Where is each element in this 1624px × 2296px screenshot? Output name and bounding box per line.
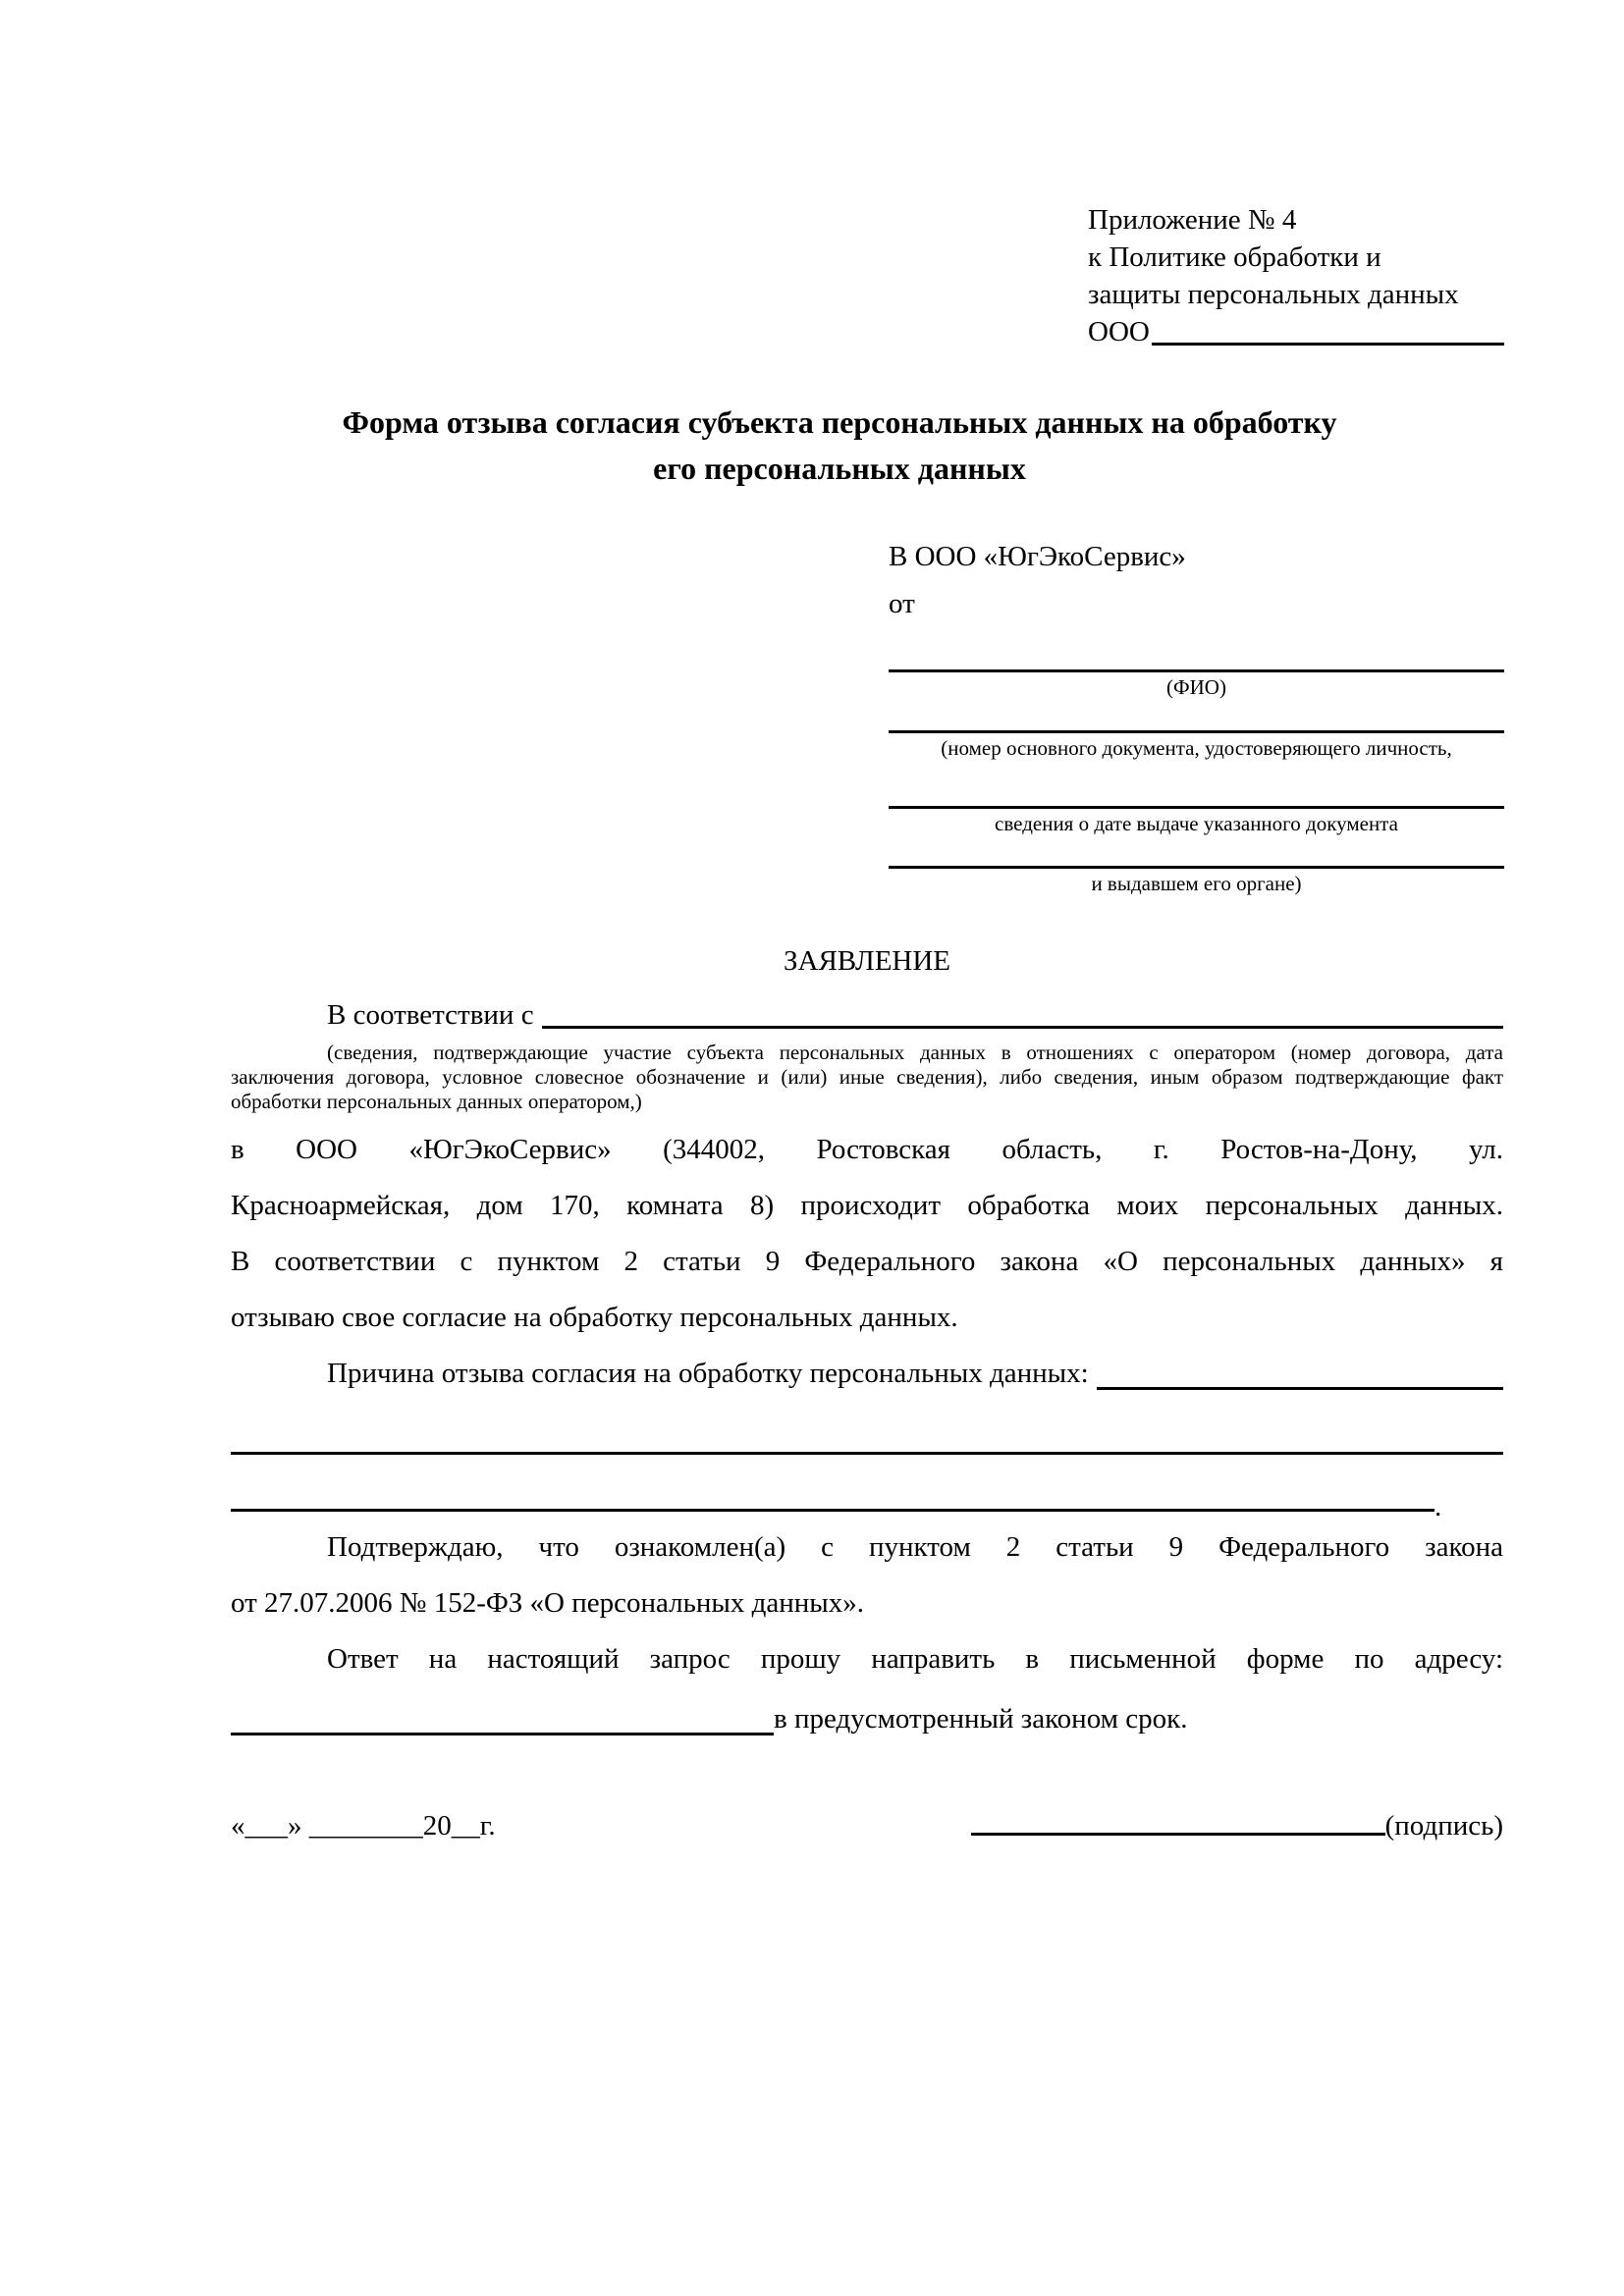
intro-blank-line — [542, 995, 1503, 1029]
fine-print-line-3: обработки персональных данных оператором,) — [231, 1090, 642, 1113]
addressee-company: В ООО «ЮгЭкоСервис» — [889, 541, 1186, 572]
reason-label: Причина отзыва согласия на обработку персональных данных: — [327, 1358, 1089, 1389]
body-paragraph — [231, 1122, 1503, 1346]
address-blank-line — [231, 1691, 774, 1735]
doc-number-caption: (номер основного документа, удостоверяющего личность, — [941, 736, 1452, 760]
issue-date-blank-line — [889, 806, 1504, 809]
company-name-blank-line — [1152, 343, 1504, 346]
signature-caption: (подпись) — [1384, 1810, 1503, 1842]
statement-heading: ЗАЯВЛЕНИЕ — [783, 945, 951, 977]
body-line-1: в ООО «ЮгЭкоСервис» (344002, Ростовская область, г. Ростов-на-Дону, ул. — [231, 1134, 1503, 1165]
appendix-header — [1088, 201, 1504, 350]
company-name-row — [1088, 313, 1504, 350]
body-line-3: В соответствии с пунктом 2 статьи 9 Федерального закона «О персональных данных» я — [231, 1246, 1503, 1277]
intro-prefix: В соответствии с — [327, 999, 534, 1031]
appendix-line-3: защиты персональных данных — [1088, 279, 1459, 310]
date-signature-row — [231, 1806, 1503, 1845]
reason-row — [231, 1346, 1503, 1402]
confirmation-paragraph — [231, 1520, 1503, 1631]
reply-address-row — [231, 1691, 1503, 1747]
date-placeholder: «___» ________20__г. — [231, 1810, 496, 1842]
confirmation-line-2: от 27.07.2006 № 152-ФЗ «О персональных данных». — [231, 1587, 865, 1619]
fine-print-note — [231, 1041, 1503, 1114]
addressee-block — [889, 538, 1504, 896]
reply-suffix: в предусмотренный законом срок. — [774, 1703, 1188, 1735]
issue-date-caption: сведения о дате выдаче указанного документа — [995, 812, 1398, 835]
document-title-line-2: его персональных данных — [653, 451, 1026, 486]
issuing-authority-blank-line — [889, 866, 1504, 869]
fine-print-line-1: (сведения, подтверждающие участие субъекта персональных данных в отношениях с оператором (номер договора, дата — [327, 1041, 1503, 1064]
reason-blank-line-2 — [231, 1452, 1503, 1455]
reason-blank-line-1 — [1097, 1346, 1503, 1390]
issuing-authority-caption: и выдавшем его органе) — [1091, 872, 1302, 895]
document-title — [177, 400, 1502, 492]
signature-group — [971, 1806, 1503, 1845]
from-label: от — [889, 588, 915, 619]
body-line-4: отзываю свое согласие на обработку персональных данных. — [231, 1302, 958, 1333]
fio-caption: (ФИО) — [1166, 675, 1226, 699]
reason-blank-line-3-row — [231, 1491, 1503, 1522]
intro-row — [231, 995, 1503, 1035]
fio-blank-line — [889, 669, 1504, 672]
statement-section — [231, 942, 1503, 1747]
appendix-line-2: к Политике обработки и — [1088, 241, 1381, 273]
blank-line-terminator: . — [1435, 1491, 1442, 1522]
ooo-prefix: ООО — [1088, 316, 1150, 347]
reason-blank-line-3 — [231, 1509, 1435, 1512]
reply-paragraph — [231, 1631, 1503, 1747]
document-title-line-1: Форма отзыва согласия субъекта персональных данных на обработку — [342, 404, 1337, 440]
reply-line-1: Ответ на настоящий запрос прошу направить в письменной форме по адресу: — [327, 1643, 1503, 1675]
body-line-2: Красноармейская, дом 170, комната 8) происходит обработка моих персональных данных. — [231, 1190, 1503, 1221]
confirmation-line-1: Подтверждаю, что ознакомлен(а) с пунктом 2 статьи 9 Федерального закона — [327, 1531, 1503, 1563]
appendix-line-1: Приложение № 4 — [1088, 204, 1297, 236]
fine-print-line-2: заключения договора, условное словесное обозначение и (или) иные сведения), либо сведения, иным образом подтверждающие факт — [231, 1065, 1503, 1089]
signature-blank-line — [971, 1833, 1385, 1836]
doc-number-blank-line — [889, 730, 1504, 733]
